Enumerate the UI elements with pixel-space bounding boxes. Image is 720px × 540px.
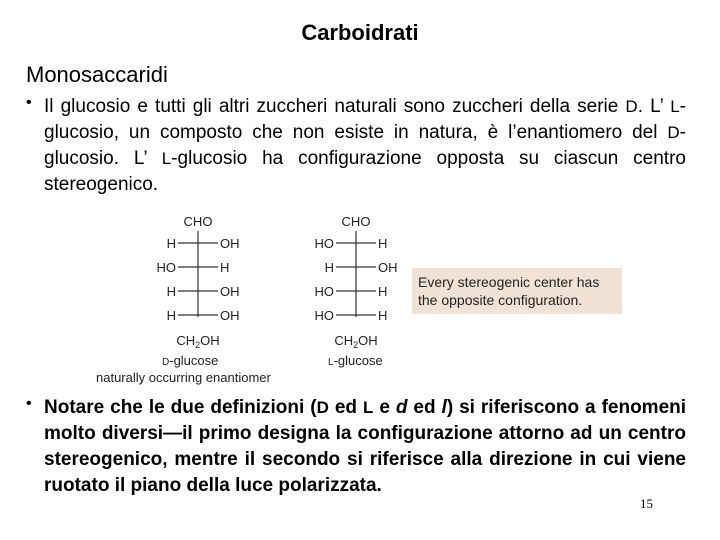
l-row1-right: H <box>378 236 388 251</box>
text-run: -glucosio ha configurazione opposta su ciascun centro stereogenico. <box>44 148 686 195</box>
small-caps-l: L <box>670 97 680 116</box>
l-row4-left: HO <box>314 308 334 323</box>
d-row3-right: OH <box>220 284 240 299</box>
small-caps-d: D <box>316 398 329 417</box>
fischer-projection-figure <box>90 205 630 390</box>
italic-l: l <box>441 397 447 418</box>
bullet-dot-icon: • <box>26 395 32 412</box>
l-row2-left: H <box>324 260 334 275</box>
callout-line-2: the opposite configuration. <box>418 292 583 308</box>
small-caps-d: D <box>625 97 638 116</box>
d-row3-left: H <box>166 284 176 299</box>
page-number: 15 <box>640 496 653 511</box>
italic-d: d <box>395 397 408 418</box>
small-caps-l: L <box>161 149 172 168</box>
d-row2-right: H <box>220 260 230 275</box>
bullet-dot-icon: • <box>26 94 32 111</box>
d-glucose-name: D-glucose <box>162 353 219 368</box>
text-run: ed <box>328 397 363 418</box>
text-run: Il glucosio e tutti gli altri zuccheri naturali sono zuccheri della serie <box>44 96 626 117</box>
l-row2-right: OH <box>378 260 398 275</box>
d-row2-left: HO <box>156 260 176 275</box>
l-top-group: CHO <box>341 214 371 229</box>
text-run: ) si riferiscono a fenomeni molto diversi—il primo designa la configurazione attorno ad un centro stereogenico, mentre il secondo si riferisce alla direzione in cui viene ruotato il piano della luce polarizzata. <box>44 397 687 496</box>
l-row1-left: HO <box>314 236 334 251</box>
d-row1-right: OH <box>220 236 240 251</box>
callout-line-1: Every stereogenic center has <box>418 274 600 290</box>
text-run: Notare che le due definizioni ( <box>44 397 317 418</box>
text-run: -glucosio. L’ <box>44 122 686 169</box>
l-row3-right: H <box>378 284 388 299</box>
d-glucose-description: naturally occurring enantiomer <box>96 370 271 385</box>
l-bottom-group: $CH_2OH$ <box>334 333 378 350</box>
d-row1-left: H <box>166 236 176 251</box>
slide-subtitle: Monosaccaridi <box>26 62 168 87</box>
bullet-2-text <box>44 395 686 499</box>
d-row4-right: OH <box>220 308 240 323</box>
l-row4-right: H <box>378 308 388 323</box>
bullet-point-2 <box>26 395 686 499</box>
l-row3-left: HO <box>314 284 334 299</box>
small-caps-l: L <box>362 398 374 417</box>
l-glucose-fischer-projection <box>315 214 398 368</box>
bullet-point-1 <box>26 94 686 198</box>
slide-title: Carboidrati <box>301 20 419 45</box>
text-run: ed <box>407 397 442 418</box>
d-top-group: CHO <box>183 214 213 229</box>
d-row4-left: H <box>166 308 176 323</box>
d-bottom-group: $CH_2OH$ <box>176 333 220 350</box>
small-caps-d: D <box>667 123 680 142</box>
bullet-1-text <box>44 94 686 198</box>
text-run: e <box>373 397 396 418</box>
text-run: -glucosio, un composto che non esiste in natura, è l’enantiomero del <box>44 96 686 143</box>
l-glucose-name: L-glucose <box>328 353 383 368</box>
d-glucose-fischer-projection <box>96 214 272 385</box>
callout-box <box>412 268 622 314</box>
text-run: . L’ <box>637 96 671 117</box>
